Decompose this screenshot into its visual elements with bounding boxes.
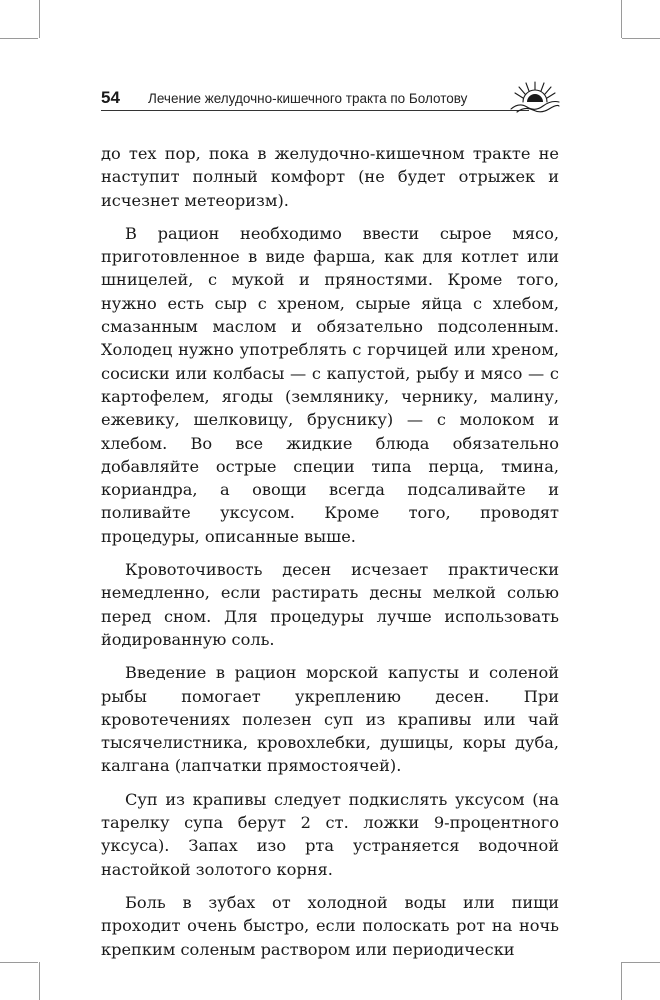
paragraph: Боль в зубах от холодной воды или пищи проходит очень быстро, если полоскать рот на ночь крепким соленым раствором или периодически xyxy=(101,892,559,959)
paragraph: Суп из крапивы следует подкислять уксусом (на тарелку супа берут 2 ст. ложки 9-процентного уксуса). Запах изо рта устраняется водочной настойкой золотого корня. xyxy=(101,789,559,879)
running-title: Лечение желудочно-кишечного тракта по Болотову xyxy=(148,91,468,106)
paragraph: до тех пор, пока в желудочно-кишечном тракте не наступит полный комфорт (не будет отрыжек и исчезнет метеоризм). xyxy=(101,144,559,210)
paragraph: В рацион необходимо ввести сырое мясо, приготовленное в виде фарша, как для котлет или шницелей, с мукой и пряностями. Кроме того, нужно есть сыр с хреном, сырые яйца с хлебом, смазанным маслом и обязательно подсоленным. Холодец нужно употреблять с горчицей или хреном, сосиски или колбасы — с капустой, рыбу и мясо — с картофелем, ягоды (землянику, чернику, малину, ежевику, шелковицу, бруснику) — с молоком и хлебом. Во все жидкие блюда обязательно добавляйте острые специи типа перца, тмина, кориандра, а овощи всегда подсаливайте и поливайте уксусом. Кроме того, проводят процедуры, описанные выше. xyxy=(101,223,559,546)
header-rule xyxy=(101,110,529,111)
paragraph: Введение в рацион морской капусты и соленой рыбы помогает укреплению десен. При кровотечениях полезен суп из крапивы или чай тысячелистника, кровохлебки, душицы, коры дуба, калгана (лапчатки прямостоячей). xyxy=(101,663,559,776)
crop-mark xyxy=(621,0,622,38)
running-header xyxy=(101,86,561,116)
crop-mark xyxy=(0,38,38,39)
crop-mark xyxy=(622,38,660,39)
crop-mark xyxy=(621,962,622,1000)
crop-mark xyxy=(39,0,40,38)
crop-mark xyxy=(622,962,660,963)
page-number: 54 xyxy=(101,88,120,107)
paragraph: Кровоточивость десен исчезает практически немедленно, если растирать десны мелкой солью перед сном. Для процедуры лучше использовать йодированную соль. xyxy=(101,560,559,649)
crop-mark xyxy=(0,962,38,963)
crop-mark xyxy=(39,962,40,1000)
page-body xyxy=(101,142,559,971)
sun-wave-ornament-icon xyxy=(509,80,561,114)
